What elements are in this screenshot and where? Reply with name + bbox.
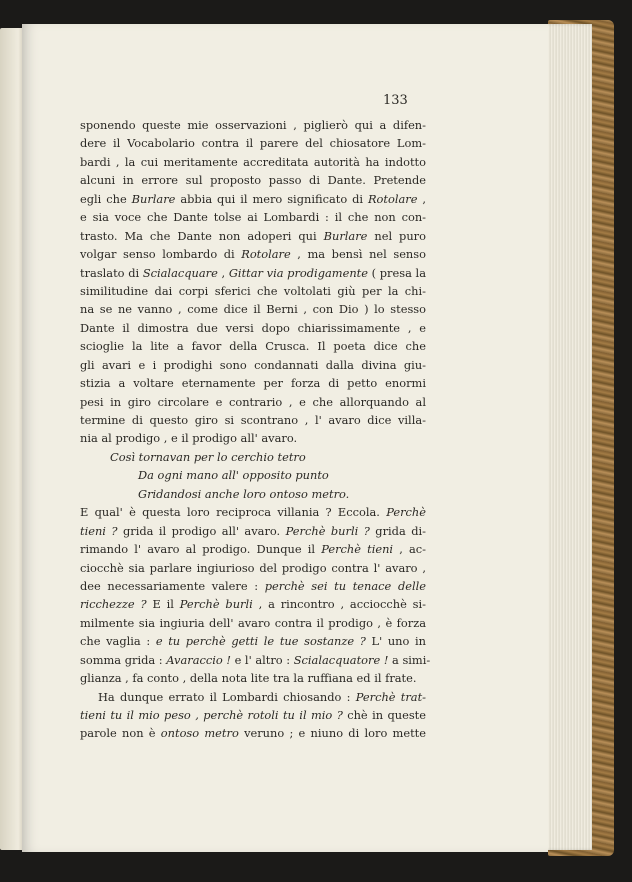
- text-line: [80, 300, 426, 318]
- text-run: na se ne vanno , come dice il Berni , con Dio ) lo stesso: [80, 302, 426, 317]
- verse-line: Così tornavan per lo cerchio tetro: [110, 449, 306, 464]
- italic-text: Rotolare: [241, 247, 291, 262]
- text-run: abbia qui il mero significato di: [175, 191, 368, 206]
- text-run: traslato di: [80, 265, 143, 280]
- text-line: [80, 706, 426, 724]
- italic-text: perchè sei tu tenace delle: [264, 578, 426, 593]
- text-run: scioglie la lite a favor della Crusca. Il poeta dice che: [80, 339, 426, 354]
- text-run: similitudine dai corpi sferici che voltolati giù per la chi-: [80, 283, 426, 298]
- text-run: egli che: [80, 191, 132, 206]
- text-run: nel puro: [367, 228, 426, 243]
- text-line: [80, 595, 426, 613]
- italic-text: Perchè tieni: [321, 542, 394, 557]
- text-line: [80, 264, 426, 282]
- text-run: che vaglia :: [80, 634, 156, 649]
- text-line: [80, 153, 426, 171]
- text-run: termine di questo giro si scontrano , l' avaro dice villa-: [80, 413, 426, 427]
- text-run: stizia a voltare eternamente per forza di petto enormi: [80, 376, 426, 391]
- text-run: E il: [146, 597, 180, 612]
- italic-text: ricchezze ?: [80, 597, 147, 612]
- text-line: [80, 522, 426, 540]
- paragraph-1: [80, 116, 426, 448]
- text-run: dee necessariamente valere :: [80, 578, 265, 593]
- verse-quotation: [80, 448, 426, 503]
- text-run: trasto. Ma che Dante non adoperi qui: [80, 228, 324, 243]
- text-run: bardi , la cui meritamente accreditata autorità ha indotto: [80, 154, 426, 169]
- text-run: Dante il dimostra due versi dopo chiarissimamente , e: [80, 320, 426, 335]
- text-line: [80, 651, 431, 669]
- text-line: [80, 688, 426, 706]
- text-line: [80, 632, 426, 650]
- page-text: [80, 116, 431, 743]
- text-line: [80, 227, 426, 245]
- text-run: e sia voce che Dante tolse ai Lombardi : il che non con-: [80, 210, 426, 225]
- text-line: [80, 411, 426, 429]
- text-line: [80, 171, 426, 189]
- text-run: gli avari e i prodighi sono condannati dalla divina giu-: [80, 357, 426, 372]
- text-run: grida il prodigo all' avaro.: [117, 523, 286, 538]
- text-run: milmente sia ingiuria dell' avaro contra il prodigo , è forza: [80, 615, 426, 630]
- text-run: ciocchè sia parlare ingiurioso del prodigo contra l' avaro ,: [80, 560, 426, 575]
- italic-text: Gittar via prodigamente: [228, 265, 368, 280]
- text-line: [80, 374, 426, 392]
- italic-text: Perchè trat-: [355, 689, 427, 704]
- text-run: Ha dunque errato il Lombardi chiosando :: [98, 689, 356, 704]
- italic-text: Perchè burli ?: [285, 523, 370, 538]
- text-line: [80, 614, 426, 632]
- text-run: L' uno in: [365, 634, 426, 649]
- verse-line: Gridandosi anche loro ontoso metro.: [138, 486, 350, 501]
- text-line: [80, 356, 426, 374]
- text-run: E qual' è questa loro reciproca villania ? Eccola.: [80, 505, 387, 520]
- text-run: somma grida :: [80, 652, 167, 667]
- text-run: grida di-: [369, 523, 426, 538]
- text-line: [80, 134, 426, 152]
- text-line: [80, 116, 426, 134]
- text-run: chè in queste: [342, 708, 426, 722]
- text-line: [80, 190, 426, 208]
- italic-text: tieni tu il mio peso , perchè rotoli tu il mio ?: [80, 708, 343, 722]
- text-line: [80, 337, 426, 355]
- text-run: ,: [217, 265, 229, 280]
- text-run: pesi in giro circolare e contrario , e che allorquando al: [80, 394, 426, 409]
- text-run: , a rincontro , acciocchè si-: [252, 597, 426, 612]
- italic-text: Burlare: [131, 191, 176, 206]
- italic-text: tieni ?: [80, 523, 118, 538]
- text-line: [80, 577, 426, 595]
- verse-line: Da ogni mano all' opposito punto: [138, 468, 329, 483]
- text-run: sponendo queste mie osservazioni , piglierò qui a difen-: [80, 118, 426, 132]
- italic-text: Scialacquare: [142, 265, 218, 280]
- text-line: [80, 724, 426, 742]
- text-run: veruno ; e niuno di loro mette: [238, 726, 426, 741]
- text-line: [80, 429, 426, 447]
- text-run: volgar senso lombardo di: [80, 247, 242, 262]
- italic-text: Perchè: [386, 505, 426, 520]
- page-number: 133: [383, 93, 408, 108]
- text-line: [80, 393, 426, 411]
- text-line: [80, 282, 426, 300]
- text-run: parole non è: [80, 726, 161, 741]
- text-run: ( presa la: [367, 265, 426, 280]
- text-run: , ac-: [393, 542, 426, 557]
- text-run: a simi-: [388, 652, 431, 667]
- italic-text: Avaraccio !: [166, 652, 231, 667]
- italic-text: Perchè burli: [179, 597, 253, 612]
- text-run: alcuni in errore sul proposto passo di Dante. Pretende: [80, 173, 426, 188]
- text-line: [80, 319, 426, 337]
- text-line: [80, 559, 426, 577]
- text-run: rimando l' avaro al prodigo. Dunque il: [80, 542, 322, 557]
- text-run: , ma bensì nel senso: [290, 247, 426, 262]
- italic-text: Burlare: [323, 228, 368, 243]
- italic-text: e tu perchè getti le tue sostanze ?: [155, 634, 366, 649]
- text-line: [80, 669, 426, 687]
- text-line: [80, 503, 426, 521]
- text-line: [80, 208, 426, 226]
- text-line: [80, 540, 426, 558]
- text-run: ,: [417, 191, 426, 206]
- text-run: dere il Vocabolario contra il parere del chiosatore Lom-: [80, 136, 426, 151]
- text-line: [80, 245, 426, 263]
- text-run: nia al prodigo , e il prodigo all' avaro.: [80, 431, 298, 446]
- italic-text: Scialacquatore !: [293, 652, 389, 667]
- paragraph-2: [80, 503, 431, 743]
- text-run: e l' altro :: [230, 652, 294, 667]
- italic-text: Rotolare: [367, 191, 418, 206]
- page-fore-edge: [542, 24, 592, 850]
- italic-text: ontoso metro: [160, 726, 239, 741]
- text-run: glianza , fa conto , della nota lite tra la ruffiana ed il frate.: [80, 671, 417, 686]
